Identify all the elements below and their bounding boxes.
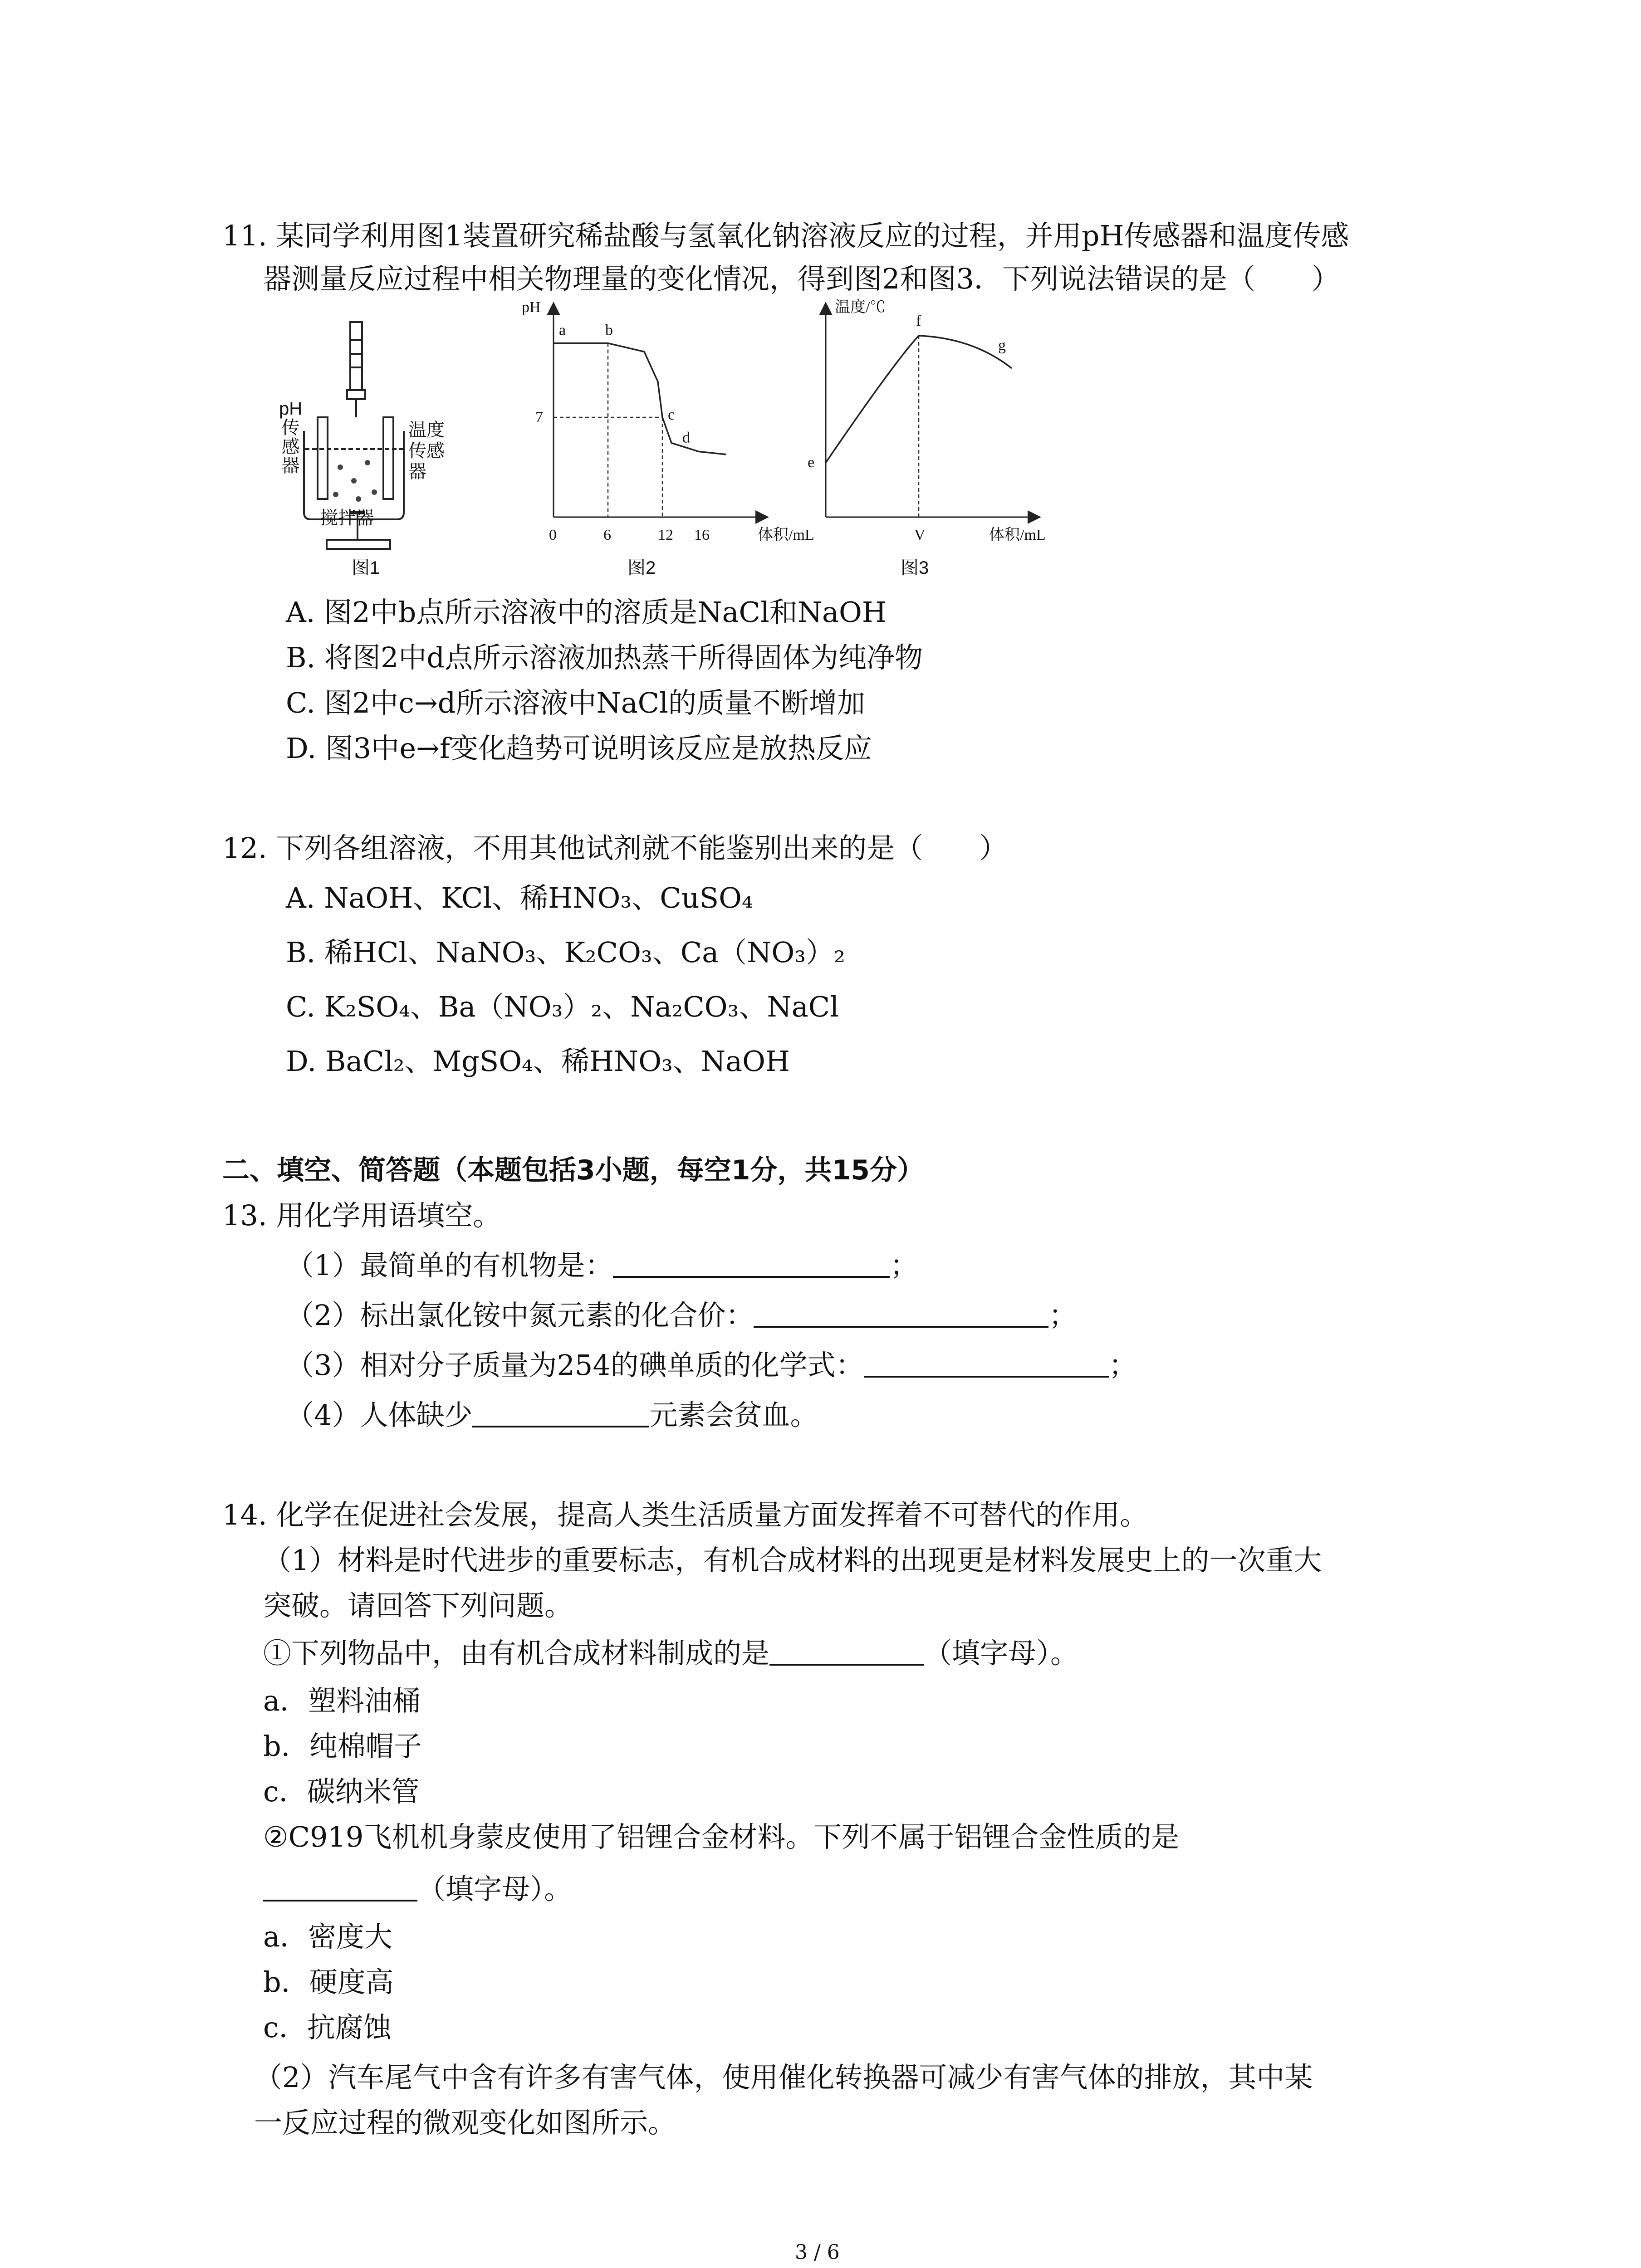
q11-option-a: A. 图2中b点所示溶液中的溶质是NaCl和NaOH bbox=[286, 596, 887, 629]
x-tick-label: 6 bbox=[603, 527, 611, 543]
q14-sub2-answer: （填字母）。 bbox=[263, 1867, 572, 1912]
q14-sub1-option-b: b．纯棉帽子 bbox=[263, 1730, 422, 1763]
answer-blank[interactable] bbox=[472, 1398, 649, 1427]
q12-option-b: B. 稀HCl、NaNO₃、K₂CO₃、Ca（NO₃）₂ bbox=[286, 936, 845, 969]
x-axis-label: 体积/mL bbox=[758, 527, 814, 543]
q11-option-b: B. 将图2中d点所示溶液加热蒸干所得固体为纯净物 bbox=[286, 641, 923, 674]
q12-option-d: D. BaCl₂、MgSO₄、稀HNO₃、NaOH bbox=[286, 1045, 790, 1078]
figure-1-stirrer-label: 搅拌器 bbox=[320, 508, 374, 528]
point-label-d: d bbox=[682, 429, 690, 446]
q14-stem: 14. 化学在促进社会发展，提高人类生活质量方面发挥着不可替代的作用。 bbox=[222, 1498, 1148, 1531]
section-2-title: 二、填空、简答题（本题包括3小题，每空1分，共15分） bbox=[222, 1154, 924, 1186]
y-axis-label: pH bbox=[522, 299, 541, 316]
q13-item-4: （4）人体缺少 元素会贫血。 bbox=[286, 1398, 818, 1432]
q14-sub1-option-a: a．塑料油桶 bbox=[263, 1684, 421, 1717]
q14-sub2-option-c: c．抗腐蚀 bbox=[263, 2011, 392, 2044]
q14-sub2-line: ②C919飞机机身蒙皮使用了铝锂合金材料。下列不属于铝锂合金性质的是 bbox=[263, 1820, 1180, 1853]
q11-stem-line2: 器测量反应过程中相关物理量的变化情况，得到图2和图3．下列说法错误的是（ ） bbox=[263, 262, 1340, 295]
q14-part1-line1: （1）材料是时代进步的重要标志，有机合成材料的出现更是材料发展史上的一次重大 bbox=[263, 1544, 1322, 1577]
q14-sub1-option-c: c．碳纳米管 bbox=[263, 1775, 420, 1808]
q14-part2-line1: （2）汽车尾气中含有许多有害气体，使用催化转换器可减少有害气体的排放，其中某 bbox=[254, 2061, 1313, 2094]
q12-stem: 12. 下列各组溶液，不用其他试剂就不能鉴别出来的是（ ） bbox=[222, 831, 1008, 865]
burette bbox=[350, 322, 362, 390]
q11-stem-line1: 11. 某同学利用图1装置研究稀盐酸与氢氧化钠溶液反应的过程，并用pH传感器和温度传感 bbox=[222, 219, 1349, 252]
figure-3-caption: 图3 bbox=[901, 558, 929, 578]
figure-1-ph-sensor-label: pH 传 感 器 bbox=[279, 399, 303, 476]
x-tick-label: 16 bbox=[694, 527, 710, 543]
q13-item-2: （2）标出氯化铵中氮元素的化合价： ； bbox=[286, 1299, 1077, 1332]
q13-item-3: （3）相对分子质量为254的碘单质的化学式： ； bbox=[286, 1349, 1137, 1382]
point-label-g: g bbox=[998, 337, 1006, 354]
figure-3-temperature-chart bbox=[798, 299, 1053, 553]
answer-blank[interactable] bbox=[864, 1349, 1109, 1378]
q14-sub2-option-a: a．密度大 bbox=[263, 1920, 392, 1953]
point-label-f: f bbox=[916, 313, 921, 329]
x-tick-label: 0 bbox=[549, 527, 557, 543]
answer-blank[interactable] bbox=[263, 1872, 417, 1901]
answer-blank[interactable] bbox=[754, 1299, 1048, 1328]
q12-option-a: A. NaOH、KCl、稀HNO₃、CuSO₄ bbox=[286, 881, 753, 914]
q11-option-c: C. 图2中c→d所示溶液中NaCl的质量不断增加 bbox=[286, 686, 865, 719]
x-tick-label: 12 bbox=[658, 527, 673, 543]
figure-2-ph-chart bbox=[508, 299, 814, 553]
q12-option-c: C. K₂SO₄、Ba（NO₃）₂、Na₂CO₃、NaCl bbox=[286, 990, 839, 1023]
q13-item-1: （1）最简单的有机物是： ； bbox=[286, 1249, 918, 1282]
figure-2-caption: 图2 bbox=[627, 558, 656, 578]
x-tick-label: V bbox=[914, 527, 926, 543]
q14-part1-line2: 突破。请回答下列问题。 bbox=[263, 1589, 573, 1622]
q11-option-d: D. 图3中e→f变化趋势可说明该反应是放热反应 bbox=[286, 732, 872, 765]
x-axis-label: 体积/mL bbox=[989, 527, 1046, 543]
point-label-b: b bbox=[605, 322, 613, 339]
page-number: 3 / 6 bbox=[795, 2241, 840, 2264]
ph-probe bbox=[318, 417, 328, 499]
figure-1-temperature-sensor-label: 温度 传感 器 bbox=[408, 420, 445, 482]
answer-blank[interactable] bbox=[769, 1637, 924, 1666]
y-axis-label: 温度/℃ bbox=[835, 299, 886, 316]
temperature-probe bbox=[383, 417, 393, 499]
y-tick-label: 7 bbox=[535, 409, 543, 425]
q14-sub2-option-b: b．硬度高 bbox=[263, 1965, 394, 1999]
point-label-e: e bbox=[808, 454, 815, 471]
answer-blank[interactable] bbox=[613, 1249, 890, 1278]
q14-sub1: ①下列物品中，由有机合成材料制成的是 （填字母）。 bbox=[263, 1637, 1079, 1670]
point-label-c: c bbox=[668, 406, 675, 423]
ph-curve bbox=[554, 343, 726, 455]
figure-1-caption: 图1 bbox=[352, 558, 380, 578]
q13-stem: 13. 用化学用语填空。 bbox=[222, 1199, 501, 1232]
point-label-a: a bbox=[559, 322, 566, 339]
q14-part2-line2: 一反应过程的微观变化如图所示。 bbox=[254, 2106, 676, 2139]
